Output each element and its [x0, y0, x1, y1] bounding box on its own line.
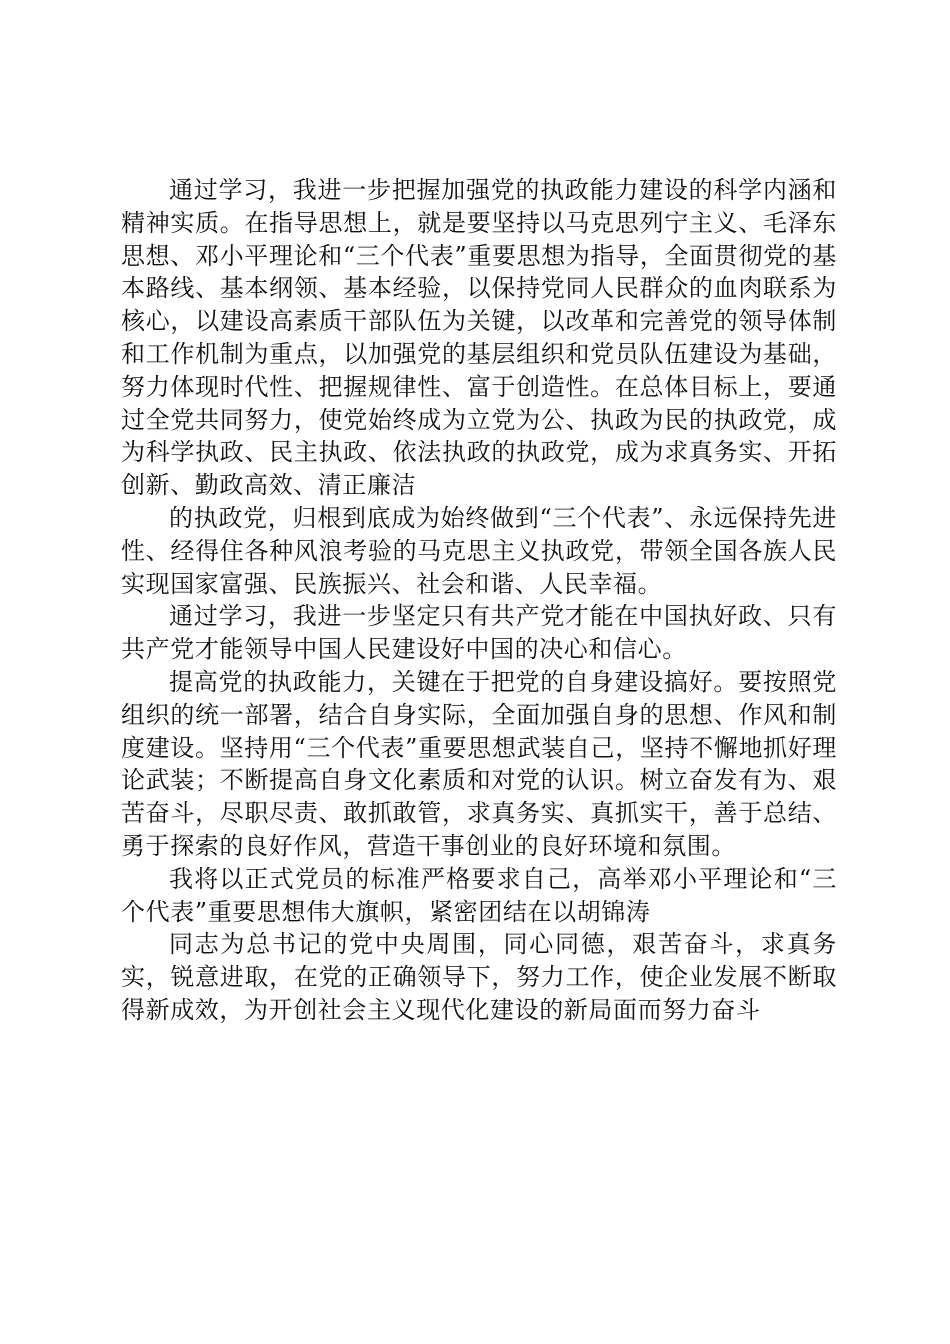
paragraph-1: 通过学习，我进一步把握加强党的执政能力建设的科学内涵和精神实质。在指导思想上，就是要坚持以马克思列宁主义、毛泽东思想、邓小平理论和“三个代表”重要思想为指导，全面贯彻党的基本路线、基本纲领、基本经验，以保持党同人民群众的血肉联系为核心，以建设高素质干部队伍为关键，以改革和完善党的领导体制和工作机制为重点，以加强党的基层组织和党员队伍建设为基础，努力体现时代性、把握规律性、富于创造性。在总体目标上，要通过全党共同努力，使党始终成为立党为公、执政为民的执政党，成为科学执政、民主执政、依法执政的执政党，成为求真务实、开拓创新、勤政高效、清正廉洁 [121, 176, 837, 500]
paragraph-2: 的执政党，归根到底成为始终做到“三个代表”、永远保持先进性、经得住各种风浪考验的马克思主义执政党，带领全国各族人民实现国家富强、民族振兴、社会和谐、人民幸福。 [121, 503, 837, 598]
paragraph-3: 通过学习，我进一步坚定只有共产党才能在中国执好政、只有共产党才能领导中国人民建设好中国的决心和信心。 [121, 602, 837, 664]
document-body [121, 174, 837, 1027]
paragraph-6: 同志为总书记的党中央周围，同心同德，艰苦奋斗，求真务实，锐意进取，在党的正确领导下，努力工作，使企业发展不断取得新成效，为开创社会主义现代化建设的新局面而努力奋斗 [121, 930, 837, 1024]
paragraph-5: 我将以正式党员的标准严格要求自己，高举邓小平理论和“三个代表”重要思想伟大旗帜，紧密团结在以胡锦涛 [121, 864, 837, 926]
paragraph-4: 提高党的执政能力，关键在于把党的自身建设搞好。要按照党组织的统一部署，结合自身实际，全面加强自身的思想、作风和制度建设。坚持用“三个代表”重要思想武装自己，坚持不懈地抓好理论武装；不断提高自身文化素质和对党的认识。树立奋发有为、艰苦奋斗，尽职尽责、敢抓敢管，求真务实、真抓实干，善于总结、勇于探索的良好作风，营造干事创业的良好环境和氛围。 [121, 667, 837, 860]
